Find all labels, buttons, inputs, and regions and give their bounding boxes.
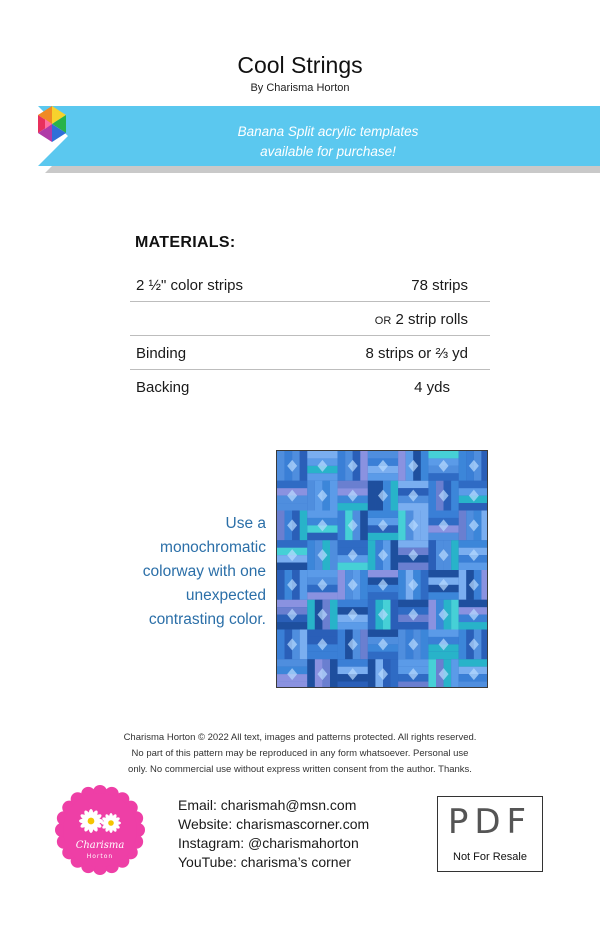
contact-instagram[interactable]: Instagram: @charismahorton [178, 835, 359, 851]
tagline-line: unexpected [185, 587, 266, 604]
colorway-tagline [100, 512, 266, 632]
banner-text [178, 122, 478, 162]
material-qty-or [375, 311, 468, 328]
material-qty: 78 strips [411, 277, 468, 294]
pattern-title: Cool Strings [237, 52, 363, 78]
material-item: Binding [136, 345, 187, 362]
materials-row [130, 336, 490, 370]
contact-website[interactable]: Website: charismascorner.com [178, 816, 370, 832]
pdf-label: PDF [447, 802, 533, 842]
material-qty: 4 yds [414, 379, 450, 396]
materials-heading: MATERIALS: [135, 234, 236, 251]
material-item: Backing [136, 379, 190, 396]
banner-line-2: available for purchase! [260, 144, 396, 159]
or-label: OR [374, 315, 392, 327]
tagline-line: monochromatic [160, 539, 266, 556]
materials-row [130, 370, 490, 403]
tagline-line: Use a [225, 515, 266, 532]
material-qty: 2 strip rolls [395, 311, 468, 328]
scalloped-badge-icon [55, 785, 145, 875]
legal-line: Charisma Horton © 2022 All text, images and patterns protected. All rights reserved. [123, 732, 477, 743]
material-qty: 8 strips or ⅔ yd [365, 345, 468, 362]
copyright-notice [70, 730, 530, 778]
material-item: 2 ½" color strips [136, 277, 244, 294]
legal-line: only. No commercial use without express written consent from the author. Thanks. [128, 764, 472, 775]
contact-info [178, 796, 369, 872]
charisma-horton-badge [55, 785, 145, 875]
contact-email[interactable]: Email: charismah@msn.com [178, 797, 357, 813]
materials-table [130, 268, 490, 403]
materials-row [130, 302, 490, 336]
tagline-line: contrasting color. [148, 611, 266, 628]
legal-line: No part of this pattern may be reproduced in any form whatsoever. Personal use [131, 748, 469, 759]
tagline-line: colorway with one [142, 563, 266, 580]
badge-surname: Horton [86, 853, 114, 860]
promo-banner[interactable] [38, 106, 600, 174]
banner-line-1: Banana Split acrylic templates [237, 124, 419, 139]
not-for-resale-label: Not For Resale [453, 851, 527, 863]
badge-name: Charisma [75, 840, 125, 851]
pdf-not-for-resale-box [437, 796, 543, 872]
quilt-block-logo-icon [38, 106, 66, 142]
quilt-pattern-graphic [277, 451, 488, 688]
author-byline: By Charisma Horton [250, 82, 350, 94]
materials-row [130, 268, 490, 302]
contact-youtube[interactable]: YouTube: charisma’s corner [178, 854, 352, 870]
quilt-image [276, 450, 488, 688]
